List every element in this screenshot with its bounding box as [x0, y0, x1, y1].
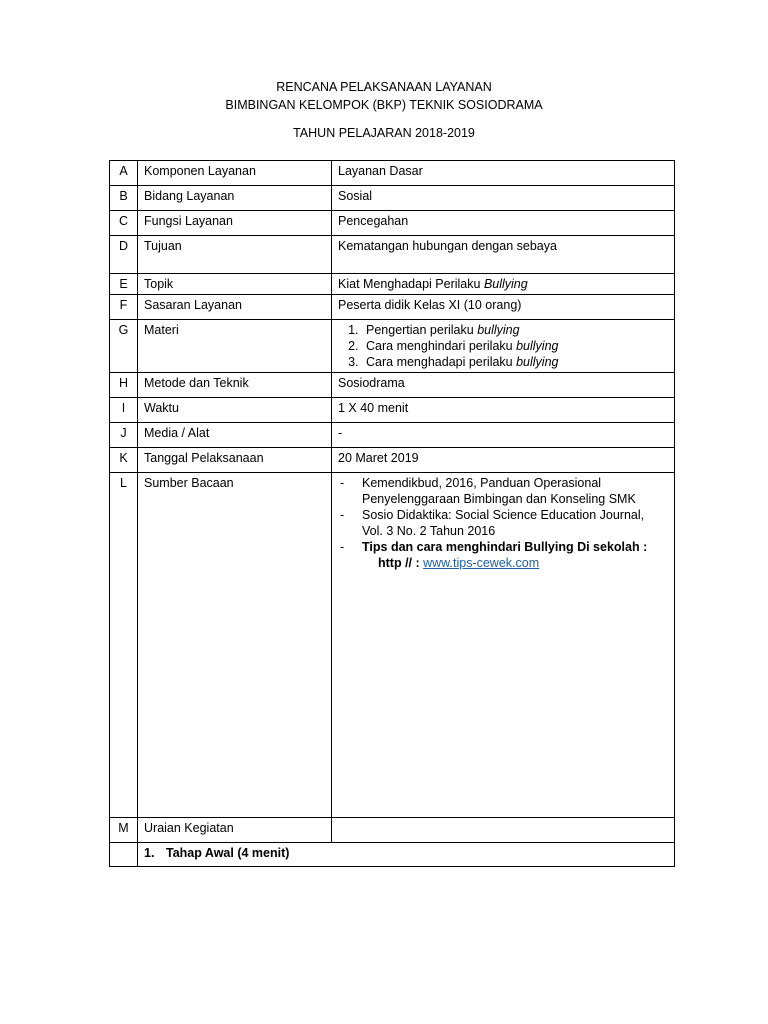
materi-list [338, 322, 668, 370]
row-letter: E [110, 274, 138, 295]
table-row [110, 211, 675, 236]
row-label: Waktu [138, 398, 332, 423]
title-line-2: BIMBINGAN KELOMPOK (BKP) TEKNIK SOSIODRAMA [225, 98, 543, 112]
row-value: Layanan Dasar [332, 161, 675, 186]
table-row [110, 186, 675, 211]
row-letter: H [110, 373, 138, 398]
row-label: Topik [138, 274, 332, 295]
table-row [110, 818, 675, 843]
row-value: Kematangan hubungan dengan sebaya [332, 236, 675, 274]
row-letter: A [110, 161, 138, 186]
sources-list [338, 475, 668, 555]
list-item: 1. Pengertian perilaku bullying [362, 322, 668, 338]
stage-number: 1. [144, 846, 155, 860]
topic-text: Kiat Menghadapi Perilaku [338, 277, 484, 291]
row-letter: G [110, 320, 138, 373]
table-row [110, 295, 675, 320]
row-label: Tujuan [138, 236, 332, 274]
table-row [110, 274, 675, 295]
row-label: Sumber Bacaan [138, 473, 332, 818]
list-item: - Sosio Didaktika: Social Science Education Journal, Vol. 3 No. 2 Tahun 2016 [340, 508, 645, 538]
table-row [110, 236, 675, 274]
list-item: 3. Cara menghadapi perilaku bullying [362, 354, 668, 370]
table-row [110, 448, 675, 473]
row-letter: M [110, 818, 138, 843]
stage-cell [138, 843, 675, 867]
list-item: 2. Cara menghindari perilaku bullying [362, 338, 668, 354]
table-row [110, 473, 675, 818]
table-row [110, 161, 675, 186]
row-value: 1 X 40 menit [332, 398, 675, 423]
table-row [110, 320, 675, 373]
row-label: Komponen Layanan [138, 161, 332, 186]
topic-italic: Bullying [483, 277, 528, 291]
row-value: Peserta didik Kelas XI (10 orang) [332, 295, 675, 320]
row-letter: L [110, 473, 138, 818]
title-line-3: TAHUN PELAJARAN 2018-2019 [293, 126, 475, 140]
row-letter: B [110, 186, 138, 211]
table-row [110, 373, 675, 398]
row-letter: C [110, 211, 138, 236]
row-label: Tanggal Pelaksanaan [138, 448, 332, 473]
row-label: Bidang Layanan [138, 186, 332, 211]
row-label: Materi [138, 320, 332, 373]
row-letter: I [110, 398, 138, 423]
row-value [332, 320, 675, 373]
list-item: - Kemendikbud, 2016, Panduan Operasional Penyelenggaraan Bimbingan dan Konseling SMK [340, 476, 636, 506]
row-letter [110, 843, 138, 867]
row-label: Sasaran Layanan [138, 295, 332, 320]
row-value [332, 473, 675, 818]
row-value: Sosiodrama [332, 373, 675, 398]
document-title-block [0, 78, 768, 142]
table-row [110, 423, 675, 448]
plan-table [109, 160, 675, 867]
row-label: Media / Alat [138, 423, 332, 448]
stage-label: Tahap Awal (4 menit) [166, 846, 290, 860]
row-value [332, 818, 675, 843]
url-prefix: http // : [378, 556, 424, 570]
row-letter: K [110, 448, 138, 473]
source-link[interactable]: www.tips-cewek.com [423, 556, 540, 570]
row-value: 20 Maret 2019 [332, 448, 675, 473]
title-line-1: RENCANA PELAKSANAAN LAYANAN [276, 80, 492, 94]
table-row [110, 843, 675, 867]
row-value: Pencegahan [332, 211, 675, 236]
row-value: - [332, 423, 675, 448]
row-value [332, 274, 675, 295]
row-letter: F [110, 295, 138, 320]
row-letter: J [110, 423, 138, 448]
source-url-line [338, 555, 668, 571]
row-label: Metode dan Teknik [138, 373, 332, 398]
row-label: Fungsi Layanan [138, 211, 332, 236]
list-item: - Tips dan cara menghindari Bullying Di sekolah : [340, 540, 648, 554]
table-row [110, 398, 675, 423]
row-label: Uraian Kegiatan [138, 818, 332, 843]
row-letter: D [110, 236, 138, 274]
row-value: Sosial [332, 186, 675, 211]
